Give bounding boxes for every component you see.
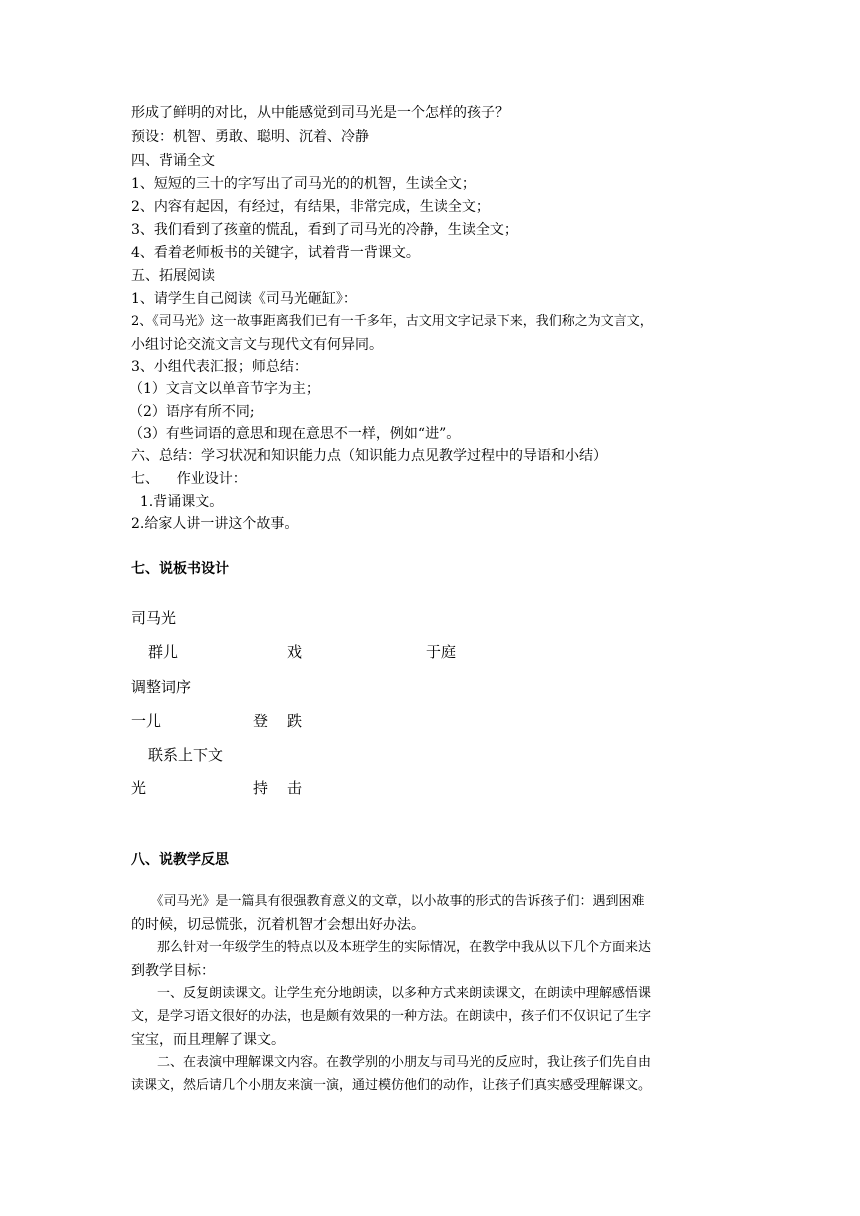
text-line: 四、背诵全文 [131, 153, 215, 169]
paragraph-line: 的时候，切忌慌张，沉着机智才会想出好办法。 [131, 917, 425, 933]
paragraph-line: 一、反复朗读课文。让学生充分地朗读，以多种方式来朗读课文，在朗读中理解感悟课 [131, 986, 652, 1001]
text-line: （1）文言文以单音节字为主； [129, 381, 320, 397]
board-row2-col2: 登 [253, 712, 269, 730]
board-row1-col1: 群儿 [148, 643, 179, 661]
text-line: 预设：机智、勇敢、聪明、沉着、冷静 [131, 129, 369, 145]
paragraph-line: 文，是学习语文很好的办法，也是颇有效果的一种方法。在朗读中，孩子们不仅识记了生字 [131, 1009, 652, 1024]
board-row1-col2: 戏 [287, 643, 303, 661]
reflection-heading: 八、说教学反思 [131, 852, 229, 868]
text-line: 3、我们看到了孩童的慌乱，看到了司马光的冷静，生读全文； [131, 222, 518, 238]
text-line: 1.背诵课文。 [131, 494, 224, 510]
text-line: 2、《司马光》这一故事距离我们已有一千多年，古文用文字记录下来，我们称之为文言文， [131, 314, 653, 329]
paragraph-line: 宝宝，而且理解了课文。 [131, 1032, 285, 1048]
text-line: （2）语序有所不同; [129, 404, 255, 420]
text-line: 七、 作业设计： [131, 471, 247, 487]
text-line: 五、拓展阅读 [131, 268, 215, 284]
board-note: 调整词序 [131, 678, 192, 696]
paragraph-line: 那么针对一年级学生的特点以及本班学生的实际情况，在教学中我从以下几个方面来达 [131, 940, 652, 955]
board-title: 司马光 [131, 609, 177, 627]
board-heading: 七、说板书设计 [131, 561, 229, 577]
text-line: 2、内容有起因，有经过，有结果，非常完成，生读全文； [131, 199, 490, 215]
text-line: 3、小组代表汇报；师总结： [131, 359, 308, 375]
board-note: 联系上下文 [148, 746, 224, 764]
text-line: 1、短短的三十的字写出了司马光的的机智，生读全文； [131, 176, 476, 192]
text-line: 2.给家人讲一讲这个故事。 [131, 516, 299, 532]
paragraph-line: 读课文，然后请几个小朋友来演一演，通过模仿他们的动作，让孩子们真实感受理解课文。 [131, 1078, 652, 1093]
paragraph-line: 二、在表演中理解课文内容。在教学别的小朋友与司马光的反应时，我让孩子们先自由 [131, 1055, 652, 1070]
text-line: （3）有些词语的意思和现在意思不一样，例如“进”。 [129, 426, 461, 442]
text-line: 小组讨论交流文言文与现代文有何异同。 [131, 337, 383, 353]
paragraph-line: 《司马光》是一篇具有很强教育意义的文章，以小故事的形式的告诉孩子们：遇到困难 [131, 894, 645, 909]
board-row3-col2: 持 [253, 779, 269, 797]
text-line: 形成了鲜明的对比，从中能感觉到司马光是一个怎样的孩子？ [131, 105, 509, 121]
text-line: 六、总结：学习状况和知识能力点（知识能力点见教学过程中的导语和小结） [131, 448, 607, 464]
text-line: 4、看着老师板书的关键字，试着背一背课文。 [131, 245, 420, 261]
board-row3-col3: 击 [287, 779, 303, 797]
board-row2-col1: 一儿 [131, 712, 162, 730]
text-line: 1、请学生自己阅读《司马光砸缸》： [131, 291, 357, 307]
board-row3-col1: 光 [131, 779, 147, 797]
board-row1-col3: 于庭 [426, 643, 457, 661]
paragraph-line: 到教学目标： [131, 963, 215, 979]
board-row2-col3: 跌 [287, 712, 303, 730]
